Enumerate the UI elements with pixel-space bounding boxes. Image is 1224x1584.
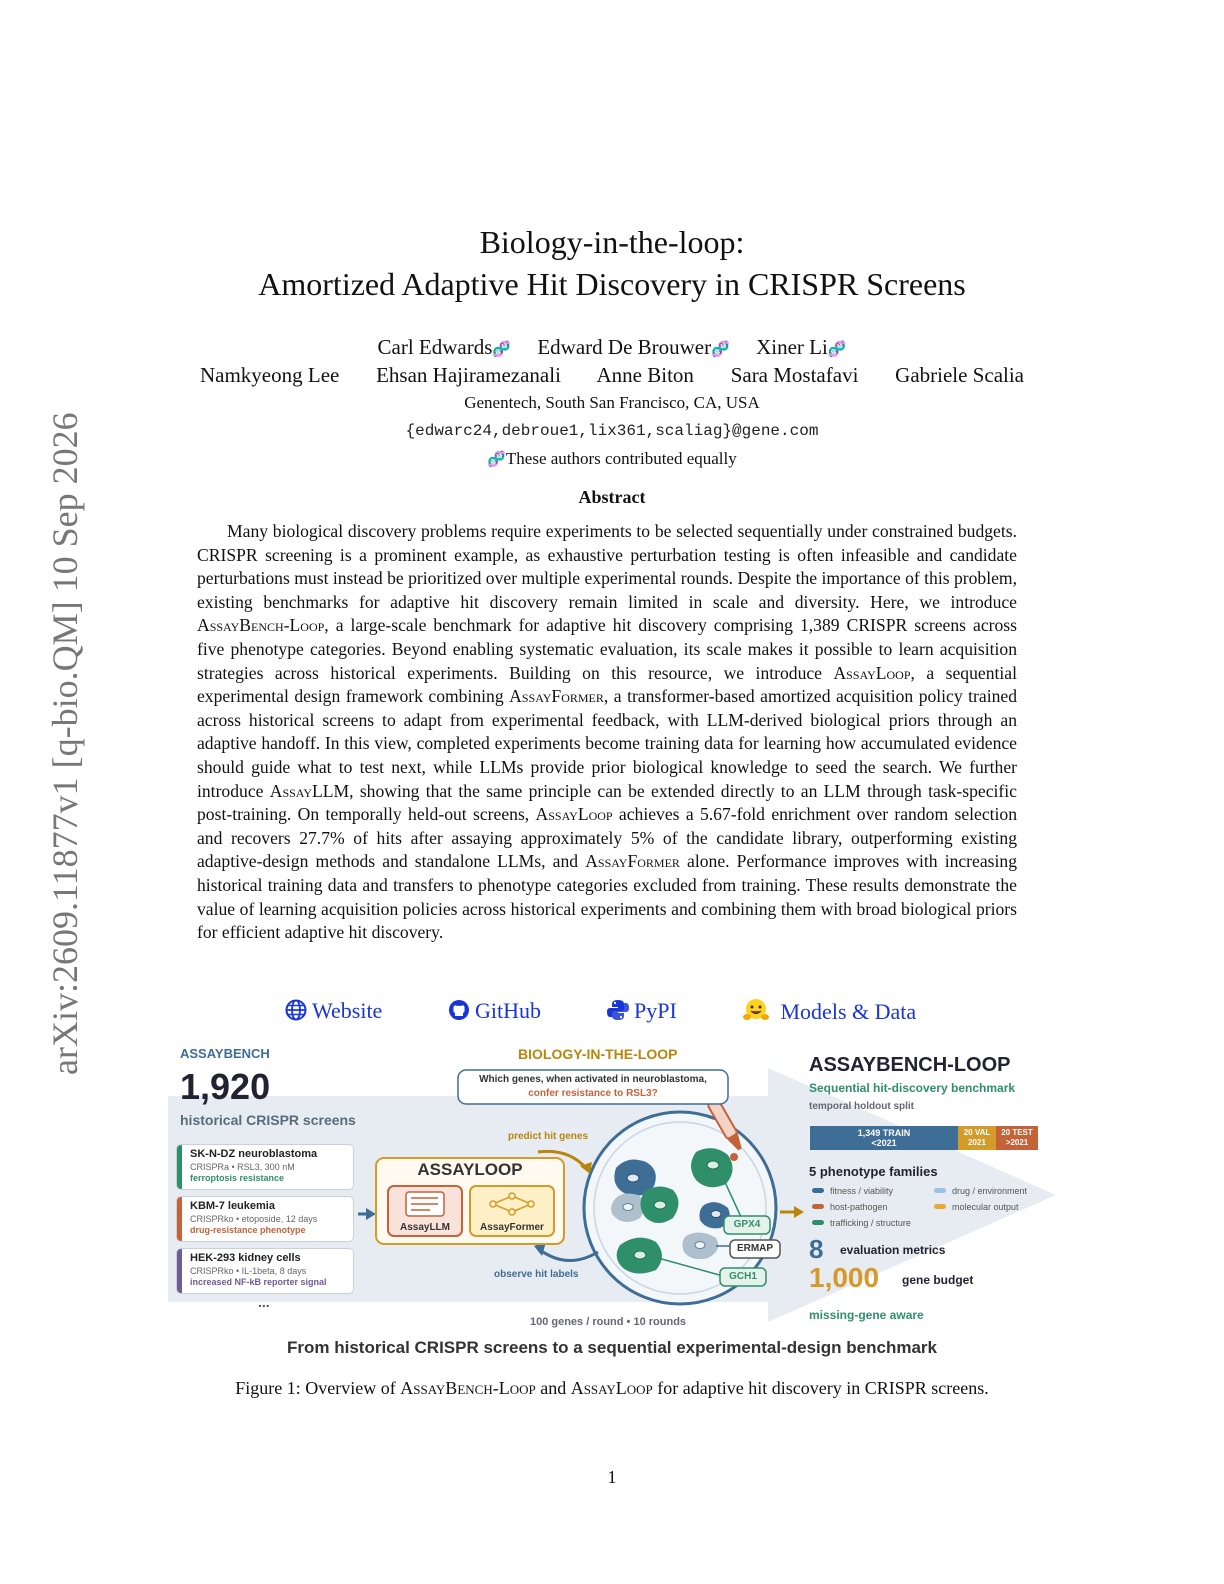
gene-tag-gpx4: GPX4 <box>733 1219 761 1230</box>
card-cell-line: SK-N-DZ neuroblastoma <box>190 1148 318 1160</box>
globe-icon <box>285 999 307 1021</box>
family-name: host-pathogen <box>830 1202 888 1212</box>
author-name: Edward De Brouwer <box>537 335 712 359</box>
gene-budget-number: 1,000 <box>809 1262 880 1293</box>
rounds-label: 100 genes / round • 10 rounds <box>529 1316 687 1328</box>
dna-icon: 🧬 <box>492 342 512 358</box>
page-number: 1 <box>607 1467 617 1487</box>
method-name: AssayLoop <box>535 804 613 825</box>
observe-hit-labels-label: observe hit labels <box>494 1269 579 1280</box>
figure-bold-subtitle: From historical CRISPR screens to a sequential experimental-design benchmark <box>287 1338 937 1357</box>
screen-card <box>176 1144 354 1190</box>
family-name: fitness / viability <box>830 1186 894 1196</box>
train-split-count: 1,349 TRAIN <box>857 1128 911 1138</box>
assaybench-title: ASSAYBENCH <box>180 1046 270 1061</box>
equal-contribution-note <box>0 449 1224 469</box>
assaybench-loop-title: ASSAYBENCH-LOOP <box>809 1054 1011 1076</box>
card-color-bar <box>177 1145 182 1189</box>
family-legend-item <box>812 1202 888 1212</box>
predict-hit-genes-label: predict hit genes <box>508 1131 589 1142</box>
card-condition: CRISPRko • etoposide, 12 days <box>190 1214 318 1224</box>
github-link[interactable] <box>448 998 541 1024</box>
author-name: Gabriele Scalia <box>895 363 1025 387</box>
caption-text: for adaptive hit discovery in CRISPR screens. <box>652 1378 989 1398</box>
card-color-bar <box>177 1249 182 1293</box>
gene-budget-label: gene budget <box>902 1273 974 1287</box>
family-name: trafficking / structure <box>830 1218 911 1228</box>
family-swatch <box>812 1188 824 1193</box>
method-name: AssayFormer <box>509 686 604 707</box>
metrics-label: evaluation metrics <box>840 1243 946 1257</box>
method-name: AssayLLM <box>269 780 350 801</box>
metrics-number: 8 <box>809 1234 824 1264</box>
card-cell-line: HEK-293 kidney cells <box>190 1252 301 1264</box>
method-name: AssayLoop <box>833 662 911 683</box>
abstract-text: , a transformer-based amortized acquisition policy trained across historical screens to adapt from experimental feedback, with LLM-derived biological priors through an adaptive handoff. In this view, completed experiments become training data for learning how accumulated evidence should guide what to test next, while LLMs provide prior biological knowledge to seed the search. We further introduce <box>197 686 1017 801</box>
models-data-link-label[interactable]: Models & Data <box>780 999 917 1024</box>
author-row-1 <box>0 333 1224 364</box>
card-phenotype: ferroptosis resistance <box>190 1173 285 1183</box>
card-condition: CRISPRa • RSL3, 300 nM <box>190 1162 295 1172</box>
caption-text: and <box>535 1378 571 1398</box>
dna-icon: 🧬 <box>711 342 730 358</box>
hugging-face-icon <box>742 998 770 1022</box>
card-cell-line: KBM-7 leukemia <box>190 1200 275 1212</box>
question-line-1: Which genes, when activated in neuroblastoma, <box>479 1074 707 1085</box>
test-split <box>996 1128 1038 1148</box>
assayloop-title: ASSAYLOOP <box>417 1160 523 1179</box>
author-name: Carl Edwards <box>377 335 493 359</box>
python-icon <box>607 999 629 1021</box>
card-condition: CRISPRko • IL-1beta, 8 days <box>190 1266 307 1276</box>
val-split-count: 20 VAL <box>963 1128 991 1137</box>
card-phenotype: drug-resistance phenotype <box>190 1225 306 1235</box>
gene-tag-gch1: GCH1 <box>729 1271 757 1282</box>
paper-title-line-1: Biology-in-the-loop: <box>479 224 745 260</box>
author-name: Anne Biton <box>596 363 694 387</box>
question-line-2: confer resistance to RSL3? <box>528 1088 658 1099</box>
website-link[interactable] <box>285 998 382 1024</box>
method-name: AssayLoop <box>570 1378 653 1398</box>
phenotype-families-title: 5 phenotype families <box>809 1164 938 1179</box>
overview-figure <box>168 1040 1056 1340</box>
abstract-text: Many biological discovery problems require experiments to be selected sequentially under constrained budgets. CRISPR screening is a prominent example, as exhaustive perturbation testing is often infeasible and candidate perturbations must instead be prioritized over multiple experimental rounds. Despite the importance of this problem, existing benchmarks for adaptive hit discovery remain limited in scale and diversity. Here, we introduce <box>197 521 1017 612</box>
author-name: Xiner Li <box>756 335 828 359</box>
more-screens-ellipsis: ... <box>258 1294 270 1310</box>
family-swatch <box>934 1188 946 1193</box>
abstract-text: alone. Performance improves with increasing historical training data and transfers to phenotype categories excluded from training. These results demonstrate the value of learning acquisition policies across historical experiments and combining them with broad biological priors for efficient adaptive hit discovery. <box>197 851 1017 943</box>
family-legend-item <box>934 1186 1027 1196</box>
assayformer-label: AssayFormer <box>480 1222 544 1233</box>
github-icon <box>448 999 470 1021</box>
test-split-years: >2021 <box>1005 1138 1029 1147</box>
family-swatch <box>934 1204 946 1209</box>
models-data-link[interactable] <box>742 998 916 1025</box>
email-addresses: {edwarc24,debroue1,lix361,scaliag}@gene.com <box>405 422 819 440</box>
method-name: AssayBench-Loop <box>400 1378 536 1398</box>
abstract-text: achieves a 5.67-fold enrichment over random selection and recovers 27.7% of hits after assaying approximately 5% of the candidate library, outperforming existing adaptive-design methods and standalone LLMs, and <box>197 804 1018 872</box>
assaybench-loop-subtitle: Sequential hit-discovery benchmark <box>809 1081 1016 1095</box>
dna-icon: 🧬 <box>827 342 847 358</box>
website-link-label[interactable]: Website <box>312 998 383 1023</box>
abstract-heading: Abstract <box>578 487 646 507</box>
card-phenotype: increased NF-kB reporter signal <box>190 1277 327 1287</box>
abstract-text: , a large-scale benchmark for adaptive hit discovery comprising 1,389 CRISPR screens across five phenotype categories. Beyond enabling systematic evaluation, its scale makes it possible to learn acquisition strategies across historical experiments. Building on this resource, we introduce <box>197 615 1017 683</box>
author-name: Sara Mostafavi <box>730 363 859 387</box>
train-split-years: <2021 <box>871 1138 897 1148</box>
abstract-text: , a sequential experimental design framework combining <box>197 662 1017 707</box>
author-row-2 <box>0 361 1224 389</box>
family-legend-item <box>812 1186 893 1196</box>
family-legend-item <box>934 1202 1019 1212</box>
family-swatch <box>812 1220 824 1225</box>
author-name: Ehsan Hajiramezanali <box>376 363 561 387</box>
val-split <box>958 1128 996 1148</box>
screen-count: 1,920 <box>180 1066 271 1107</box>
gene-tag-ermap: ERMAP <box>736 1243 774 1254</box>
arxiv-identifier: arXiv:2609.11877v1 [q-bio.QM] 10 Sep 2026 <box>45 412 85 1075</box>
family-name: drug / environment <box>952 1186 1028 1196</box>
abstract-text: , showing that the same principle can be extended directly to an LLM through task-specific post-training. On temporally held-out screens, <box>197 780 1017 825</box>
biology-in-the-loop-title: BIOLOGY-IN-THE-LOOP <box>518 1046 678 1062</box>
affiliation: Genentech, South San Francisco, CA, USA <box>464 393 760 412</box>
pypi-link[interactable] <box>607 998 677 1024</box>
paper-title-line-2: Amortized Adaptive Hit Discovery in CRISPR Screens <box>258 266 966 302</box>
card-color-bar <box>177 1197 182 1241</box>
caption-text: Figure 1: Overview of <box>235 1378 401 1398</box>
family-legend-item <box>812 1218 911 1228</box>
family-name: molecular output <box>952 1202 1019 1212</box>
val-split-years: 2021 <box>968 1138 986 1147</box>
family-swatch <box>812 1204 824 1209</box>
method-name: AssayFormer <box>585 851 680 872</box>
missing-gene-label: missing-gene aware <box>809 1308 924 1322</box>
method-name: AssayBench-Loop <box>197 615 325 636</box>
abstract-body <box>197 520 1017 945</box>
equal-contribution-text: These authors contributed equally <box>505 449 737 468</box>
figure-caption <box>0 1378 1224 1399</box>
assayllm-label: AssayLLM <box>399 1222 450 1233</box>
pypi-link-label[interactable]: PyPI <box>634 998 677 1023</box>
train-split <box>810 1128 958 1148</box>
dna-icon: 🧬 <box>487 452 506 468</box>
screen-count-label: historical CRISPR screens <box>180 1112 356 1128</box>
github-link-label[interactable]: GitHub <box>475 998 541 1023</box>
split-label: temporal holdout split <box>809 1101 914 1112</box>
screen-card <box>176 1196 354 1242</box>
author-name: Namkyeong Lee <box>199 363 340 387</box>
screen-card <box>176 1248 354 1294</box>
test-split-count: 20 TEST <box>1001 1128 1033 1137</box>
